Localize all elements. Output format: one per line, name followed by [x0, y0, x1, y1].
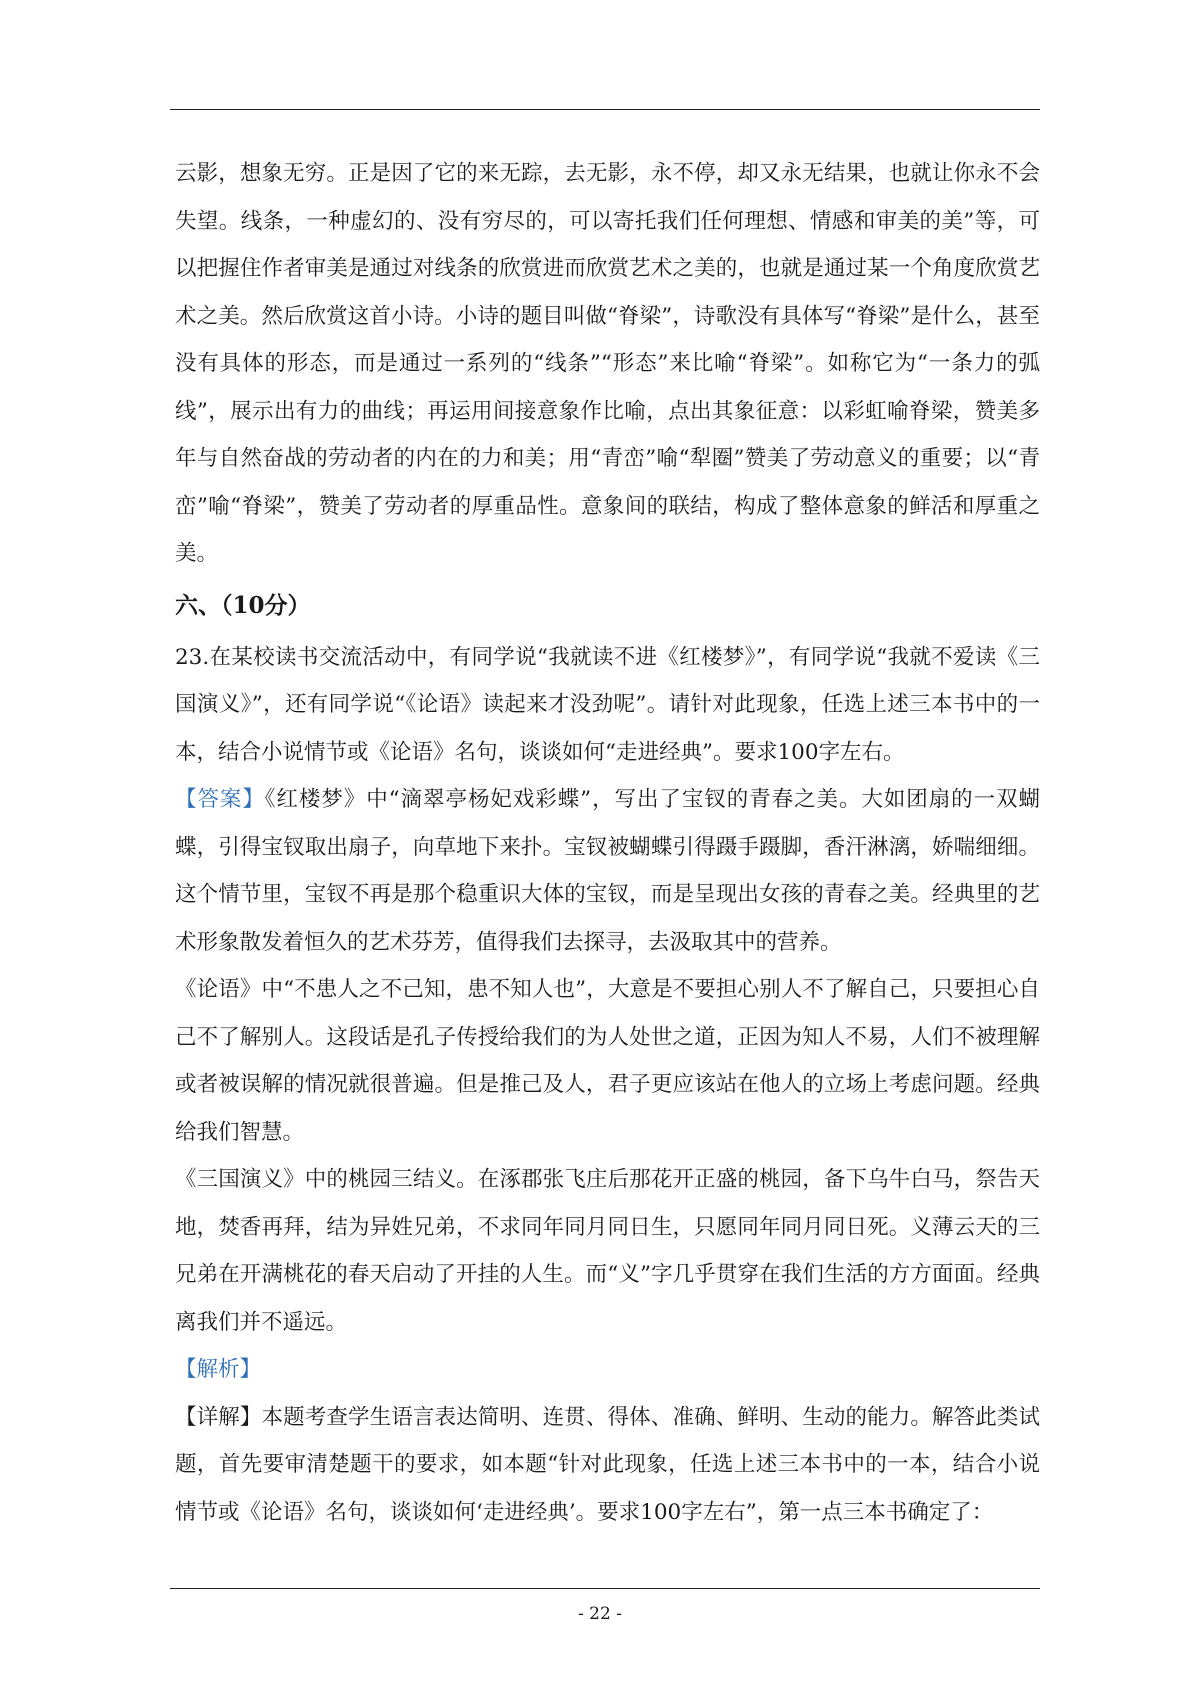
analysis-tag: 【解析】	[175, 1357, 262, 1382]
detail-text: 本题考查学生语言表达简明、连贯、得体、准确、鲜明、生动的能力。解答此类试题，首先要审清楚题干的要求，如本题“针对此现象，任选上述三本书中的一本，结合小说情节或《论语》名句，谈谈如何‘走进经典’。要求100字左右”，第一点三本书确定了：	[175, 1404, 1040, 1525]
answer-paragraph-3: 《三国演义》中的桃园三结义。在涿郡张飞庄后那花开正盛的桃园，备下乌牛白马，祭告天地，焚香再拜，结为异姓兄弟，不求同年同月同日生，只愿同年同月同日死。义薄云天的三兄弟在开满桃花的春天启动了开挂的人生。而“义”字几乎贯穿在我们生活的方方面面。经典离我们并不遥远。	[175, 1167, 1040, 1335]
question-23: 23.在某校读书交流活动中，有同学说“我就读不进《红楼梦》”，有同学说“我就不爱读《三国演义》”，还有同学说“《论语》读起来才没劲呢”。请针对此现象，任选上述三本书中的一本，结合小说情节或《论语》名句，谈谈如何“走进经典”。要求100字左右。	[175, 644, 1040, 765]
detail-tag: 【详解】	[175, 1404, 262, 1430]
detail-paragraph	[175, 1394, 1040, 1537]
analysis-tag-line	[175, 1346, 1040, 1394]
answer-paragraph-2: 《论语》中“不患人之不己知，患不知人也”，大意是不要担心别人不了解自己，只要担心自己不了解别人。这段话是孔子传授给我们的为人处世之道，正因为知人不易，人们不被理解或者被误解的情况就很普遍。但是推己及人，君子更应该站在他人的立场上考虑问题。经典给我们智慧。	[175, 977, 1040, 1145]
section-heading: 六、（10分）	[175, 591, 311, 619]
answer-text-1: 《红楼梦》中“滴翠亭杨妃戏彩蝶”，写出了宝钗的青春之美。大如团扇的一双蝴蝶，引得宝钗取出扇子，向草地下来扑。宝钗被蝴蝶引得蹑手蹑脚，香汗淋漓，娇喘细细。这个情节里，宝钗不再是那个稳重识大体的宝钗，而是呈现出女孩的青春之美。经典里的艺术形象散发着恒久的艺术芬芳，值得我们去探寻，去汲取其中的营养。	[175, 787, 1040, 955]
answer-tag: 【答案】	[175, 787, 265, 812]
answer-paragraph-1	[175, 776, 1040, 966]
page-number: - 22 -	[578, 1604, 622, 1624]
intro-paragraph: 云影，想象无穷。正是因了它的来无踪，去无影，永不停，却又永无结果，也就让你永不会失望。线条，一种虚幻的、没有穷尽的，可以寄托我们任何理想、情感和审美的美”等，可以把握住作者审美是通过对线条的欣赏进而欣赏艺术之美的，也就是通过某一个角度欣赏艺术之美。然后欣赏这首小诗。小诗的题目叫做“脊梁”，诗歌没有具体写“脊梁”是什么，甚至没有具体的形态，而是通过一系列的“线条”“形态”来比喻“脊梁”。如称它为“一条力的弧线”，展示出有力的曲线；再运用间接意象作比喻，点出其象征意：以彩虹喻脊梁，赞美多年与自然奋战的劳动者的内在的力和美；用“青峦”喻“犁圈”赞美了劳动意义的重要；以“青峦”喻“脊梁”，赞美了劳动者的厚重品性。意象间的联结，构成了整体意象的鲜活和厚重之美。	[175, 161, 1040, 566]
footer-rule	[170, 1588, 1040, 1589]
header-rule	[170, 109, 1040, 110]
document-body	[175, 150, 1040, 1536]
